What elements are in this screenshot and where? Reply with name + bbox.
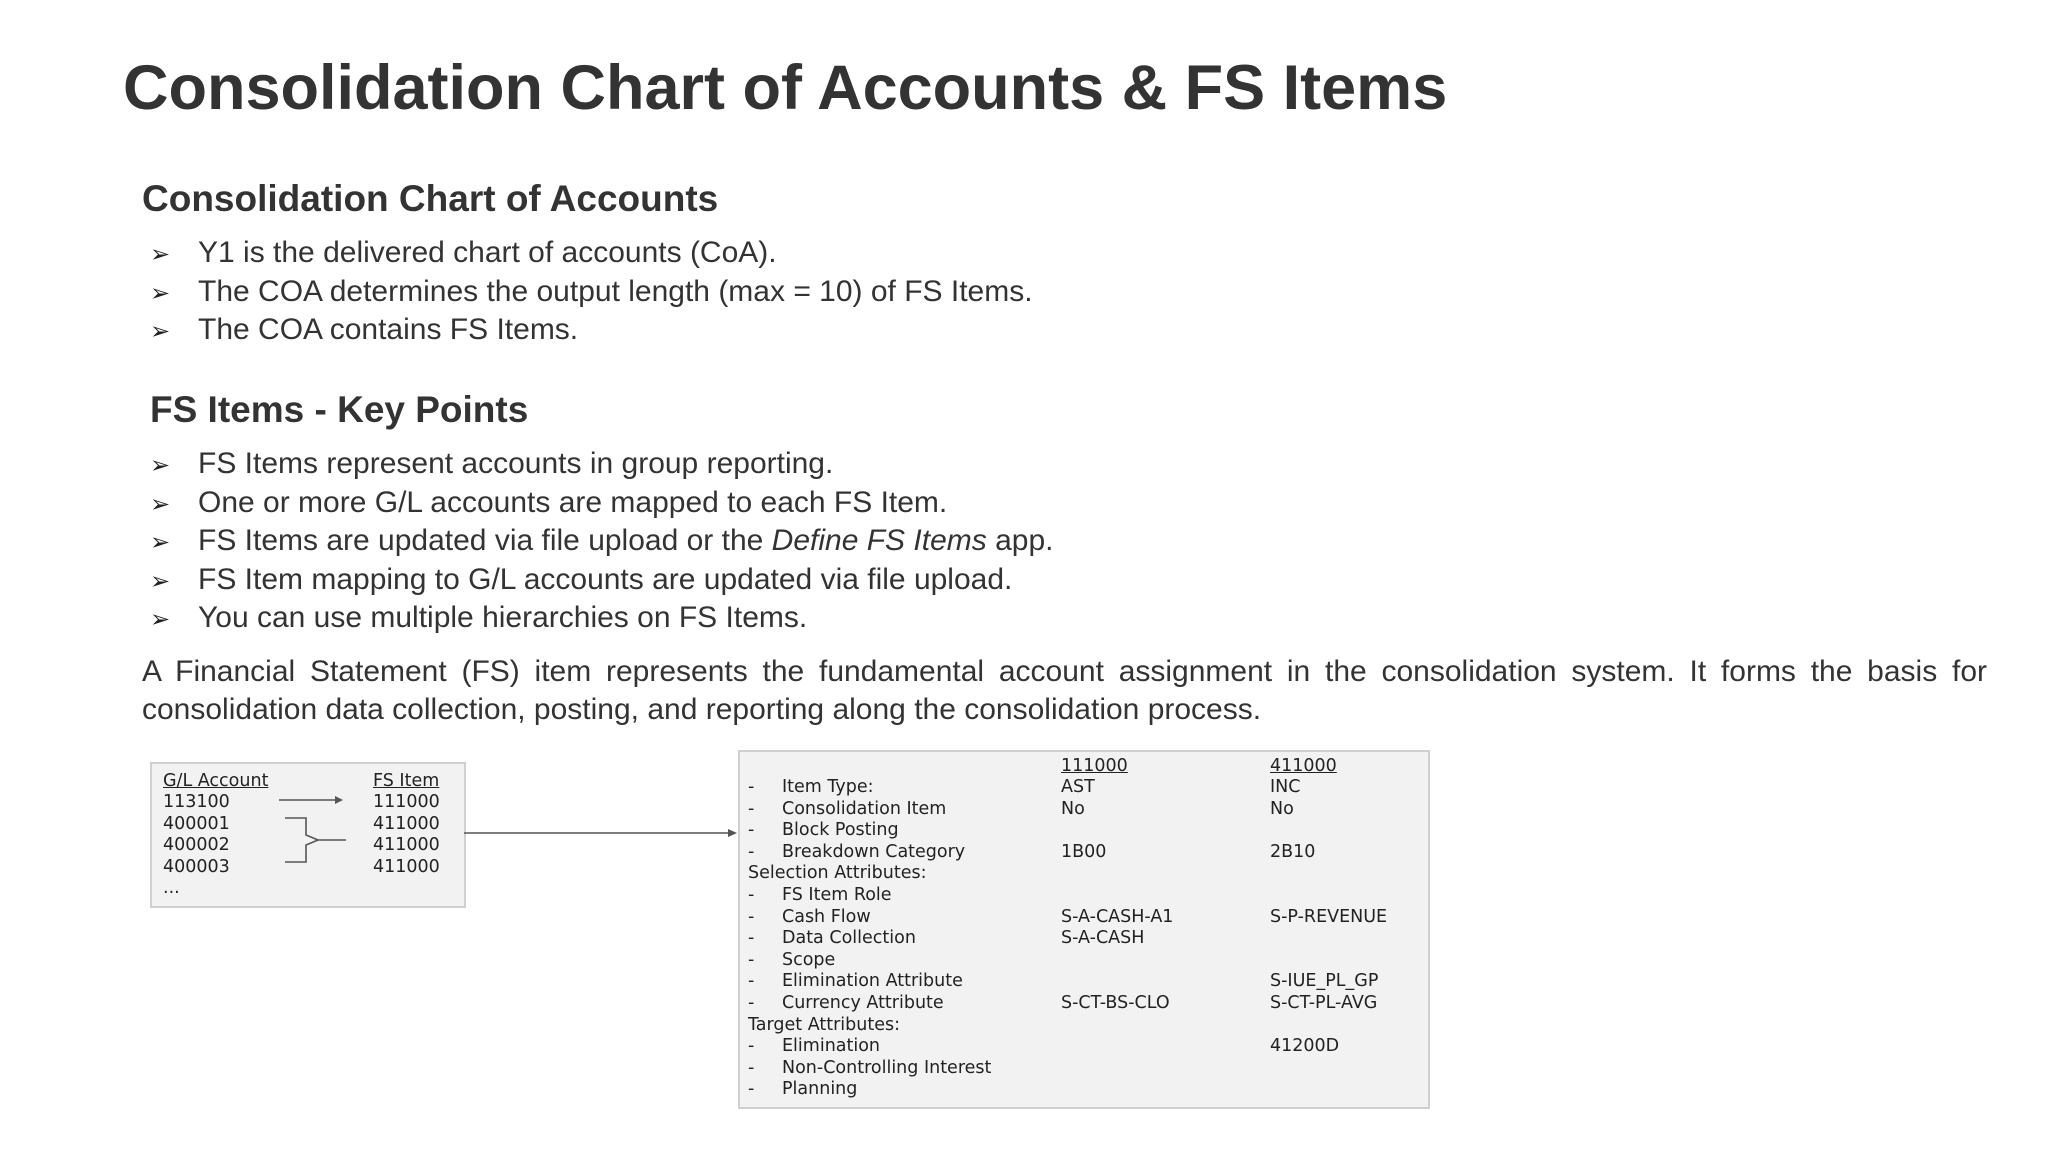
row-dash: - — [748, 1057, 755, 1078]
attribute-value: AST — [1061, 777, 1095, 797]
attribute-value: S-CT-BS-CLO — [1061, 993, 1170, 1013]
fs-item-cell: 411000 — [373, 856, 440, 877]
gl-account-cell: ... — [163, 878, 180, 898]
row-dash: - — [748, 798, 755, 819]
attribute-label: Target Attributes: — [748, 1014, 900, 1035]
attribute-label: Scope — [782, 949, 836, 970]
row-dash: - — [748, 906, 755, 927]
row-dash: - — [748, 777, 755, 797]
attribute-value: S-IUE_PL_GP — [1270, 971, 1379, 992]
list-item: ➢ FS Item mapping to G/L accounts are updated via file upload. — [150, 562, 1013, 596]
attribute-label: Selection Attributes: — [748, 863, 927, 884]
fs-item-cell: 111000 — [373, 792, 440, 812]
list-item: ➢ FS Items represent accounts in group reporting. — [150, 447, 834, 480]
arrow-head-icon — [728, 829, 737, 837]
column-header: 111000 — [1061, 756, 1128, 776]
fs-item-cell: 411000 — [373, 835, 440, 855]
attribute-label: Currency Attribute — [782, 993, 944, 1013]
arrow-bullet-icon: ➢ — [150, 240, 171, 268]
list-item: ➢ Y1 is the delivered chart of accounts (CoA). — [150, 236, 777, 269]
row-dash: - — [748, 841, 755, 862]
list-item: ➢ The COA contains FS Items. — [150, 313, 579, 346]
fs-item-header: FS Item — [373, 771, 440, 791]
gl-account-cell: 113100 — [163, 792, 230, 812]
row-dash: - — [748, 885, 755, 905]
attribute-value: S-A-CASH-A1 — [1061, 906, 1174, 927]
attribute-value: S-CT-PL-AVG — [1270, 993, 1378, 1013]
row-dash: - — [748, 928, 755, 949]
attribute-label: Non-Controlling Interest — [782, 1057, 992, 1078]
gl-account-cell: 400001 — [163, 813, 230, 834]
app-name: Define FS Items — [771, 524, 987, 557]
row-dash: - — [748, 971, 755, 992]
attribute-label: Breakdown Category — [782, 841, 966, 862]
attribute-label: Block Posting — [782, 820, 899, 841]
attribute-value: 1B00 — [1061, 841, 1107, 862]
list-item: ➢ One or more G/L accounts are mapped to each FS Item. — [150, 485, 948, 519]
coa-bullet-list — [150, 236, 1033, 352]
arrow-bullet-icon: ➢ — [150, 451, 171, 479]
page-title: Consolidation Chart of Accounts & FS Items — [123, 53, 1448, 123]
arrow-bullet-icon: ➢ — [150, 278, 171, 307]
fs-item-attributes-panel — [738, 750, 1430, 1109]
row-dash: - — [748, 1079, 755, 1100]
attribute-value: S-A-CASH — [1061, 928, 1145, 949]
list-item: ➢ You can use multiple hierarchies on FS Items. — [150, 601, 808, 634]
list-item: ➢ FS Items are updated via file upload or the Define FS Items app. — [150, 524, 1054, 557]
fs-items-bullet-list — [150, 447, 1053, 640]
gl-account-cell: 400003 — [163, 856, 230, 877]
fs-item-description: A Financial Statement (FS) item represents the fundamental account assignment in the consolidation system. It forms the basis for consolidation data collection, posting, and reporting along the consolidation process. — [142, 655, 1987, 726]
attribute-label: Cash Flow — [782, 906, 871, 927]
attribute-value: No — [1061, 798, 1085, 819]
attribute-value: INC — [1270, 777, 1301, 797]
arrow-bullet-icon: ➢ — [150, 605, 171, 633]
arrow-bullet-icon: ➢ — [150, 317, 171, 345]
section-heading-fs-items: FS Items - Key Points — [150, 389, 529, 430]
attribute-value: 2B10 — [1270, 841, 1316, 862]
attribute-label: Data Collection — [782, 928, 916, 949]
row-dash: - — [748, 993, 755, 1013]
arrow-bullet-icon: ➢ — [150, 566, 171, 595]
attribute-label: Consolidation Item — [782, 798, 947, 819]
gl-account-cell: 400002 — [163, 835, 230, 855]
attribute-value: S-P-REVENUE — [1270, 906, 1388, 927]
row-dash: - — [748, 1036, 755, 1057]
arrow-bullet-icon: ➢ — [150, 528, 171, 556]
row-dash: - — [748, 820, 755, 841]
attribute-label: Item Type: — [782, 777, 874, 797]
gl-account-header: G/L Account — [163, 771, 269, 791]
attribute-value: 41200D — [1270, 1036, 1340, 1057]
gl-mapping-panel — [150, 762, 466, 908]
section-heading-coa: Consolidation Chart of Accounts — [142, 178, 719, 219]
fs-item-cell: 411000 — [373, 813, 440, 834]
attribute-value: No — [1270, 798, 1294, 819]
attribute-label: Elimination — [782, 1036, 881, 1057]
column-header: 411000 — [1270, 756, 1337, 776]
row-dash: - — [748, 949, 755, 970]
list-item: ➢ The COA determines the output length (max = 10) of FS Items. — [150, 274, 1033, 308]
attribute-label: FS Item Role — [782, 885, 892, 905]
attribute-label: Planning — [782, 1079, 858, 1100]
arrow-bullet-icon: ➢ — [150, 489, 171, 518]
attribute-label: Elimination Attribute — [782, 971, 963, 992]
